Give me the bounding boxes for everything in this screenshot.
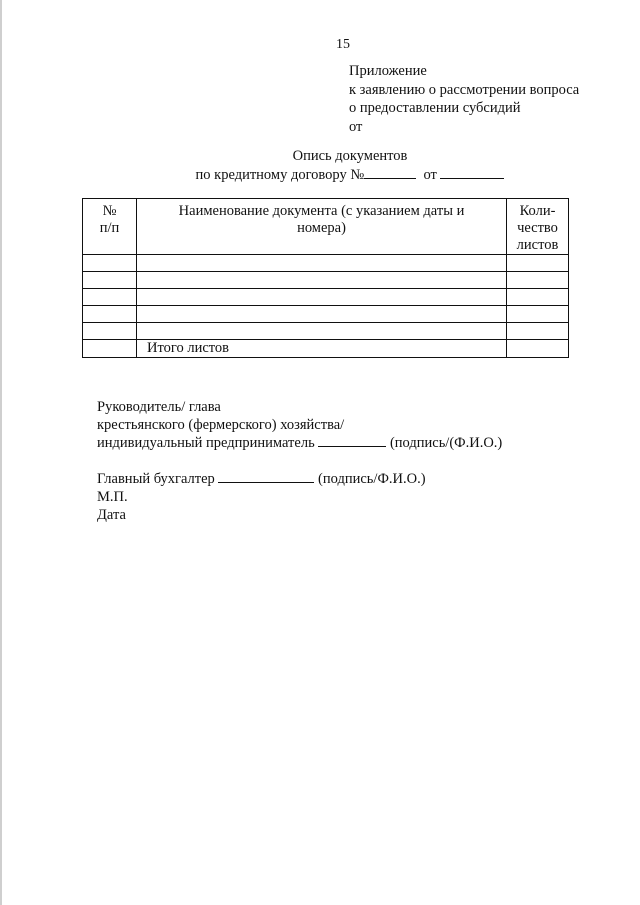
accountant-signature-line: [97, 470, 502, 488]
head-signature-line: [97, 434, 502, 452]
document-title-block: [0, 147, 640, 184]
table-header-row: [83, 199, 569, 255]
table-row: [83, 289, 569, 306]
contract-number-label: по кредитному договору №: [195, 166, 365, 183]
contract-date-blank: [440, 166, 504, 179]
head-title-line: крестьянского (фермерского) хозяйства/: [97, 417, 345, 433]
cell-number: [83, 306, 137, 323]
cell-total-empty: [83, 340, 137, 358]
head-signature-blank: [318, 434, 386, 447]
head-signature-label: индивидуальный предприниматель: [97, 435, 315, 451]
table-row: [83, 255, 569, 272]
appendix-line: к заявлению о рассмотрении вопроса: [349, 81, 580, 98]
cell-sheet-count: [507, 272, 569, 289]
cell-sheet-count: [507, 255, 569, 272]
cell-document-name: [137, 255, 507, 272]
table-total-row: [83, 340, 569, 358]
total-label: Итого листов: [137, 340, 507, 358]
cell-number: [83, 323, 137, 340]
date-label: Дата: [97, 507, 126, 523]
cell-document-name: [137, 272, 507, 289]
cell-sheet-count: [507, 289, 569, 306]
documents-table: [82, 198, 569, 358]
contract-number-blank: [364, 166, 416, 179]
table-row: [83, 323, 569, 340]
cell-number: [83, 272, 137, 289]
scan-edge: [0, 0, 2, 905]
header-sheet-count: Коли- чество листов: [507, 199, 569, 255]
cell-document-name: [137, 323, 507, 340]
cell-sheet-count: [507, 306, 569, 323]
document-subtitle: [0, 166, 640, 185]
header-number: № п/п: [83, 199, 137, 255]
accountant-label: Главный бухгалтер: [97, 471, 215, 487]
head-signature-hint: (подпись/(Ф.И.О.): [389, 435, 503, 451]
accountant-signature-hint: (подпись/Ф.И.О.): [318, 471, 426, 487]
cell-sheet-count: [507, 323, 569, 340]
table-row: [83, 272, 569, 289]
page-number: 15: [336, 37, 350, 52]
cell-document-name: [137, 289, 507, 306]
total-value: [507, 340, 569, 358]
document-title: Опись документов: [292, 148, 408, 164]
header-document-name: Наименование документа (с указанием даты и номера): [137, 199, 507, 255]
cell-number: [83, 289, 137, 306]
signature-block: [97, 398, 502, 524]
contract-date-label: от: [423, 166, 437, 183]
cell-number: [83, 255, 137, 272]
appendix-title: Приложение: [349, 63, 427, 79]
head-title-line: Руководитель/ глава: [97, 399, 221, 415]
appendix-date-label: от: [349, 118, 363, 135]
cell-document-name: [137, 306, 507, 323]
table-row: [83, 306, 569, 323]
appendix-block: [349, 62, 579, 136]
stamp-label: М.П.: [97, 489, 128, 505]
appendix-line: о предоставлении субсидий: [349, 100, 521, 116]
accountant-signature-blank: [218, 470, 314, 483]
